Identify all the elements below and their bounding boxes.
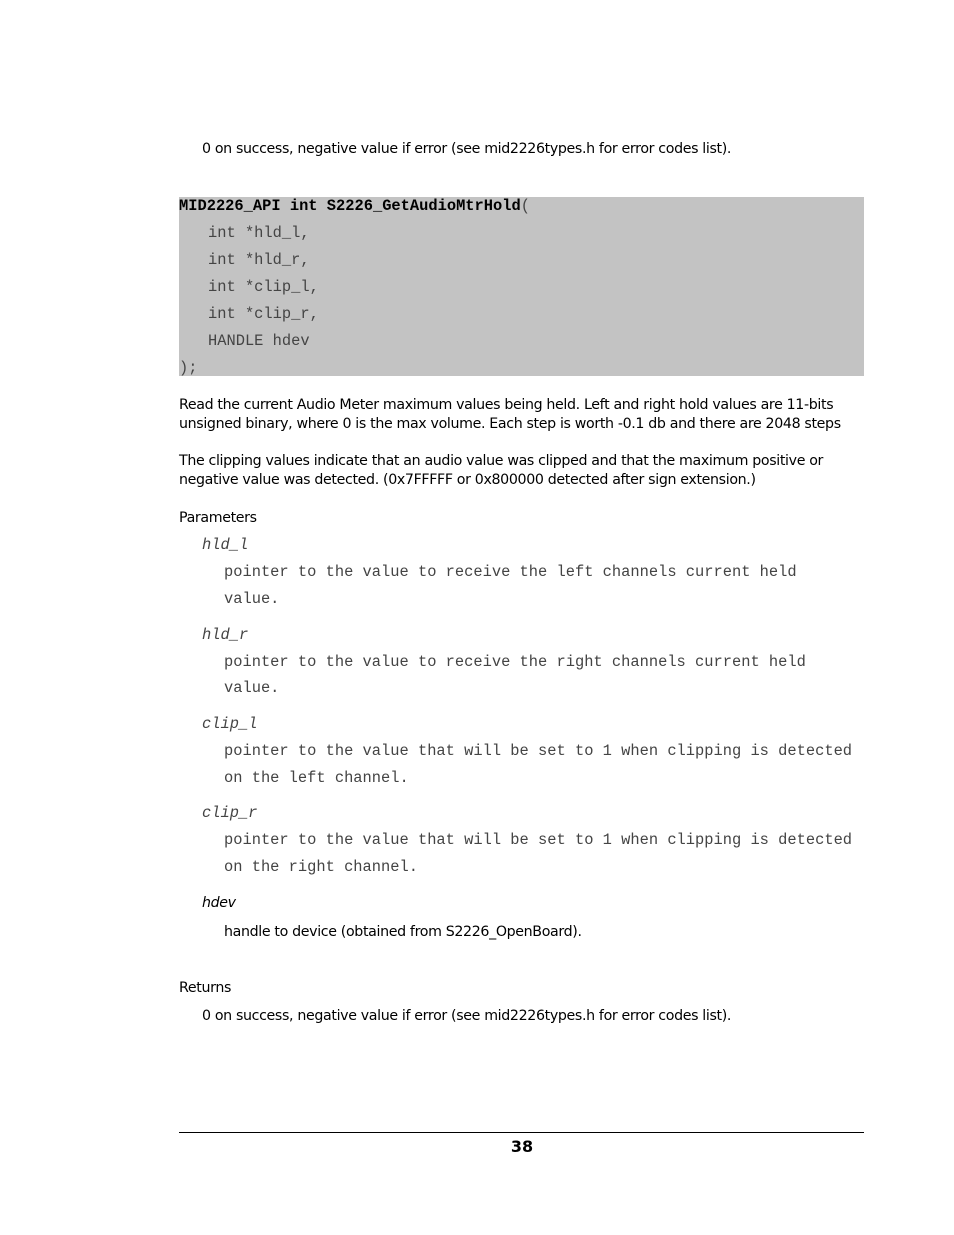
param-description: pointer to the value that will be set to 1 when clipping is detected	[224, 831, 853, 849]
param-name: hdev	[202, 895, 236, 911]
description-line: negative value was detected. (0x7FFFFF or 0x800000 detected after sign extension.)	[179, 472, 756, 488]
code-block	[179, 197, 864, 376]
open-paren: (	[520, 197, 530, 215]
param-name: hld_l	[202, 536, 249, 554]
parameters-heading: Parameters	[179, 510, 257, 526]
description-line: Read the current Audio Meter maximum values being held. Left and right hold values are 11-bits	[179, 397, 834, 413]
prev-returns-text: 0 on success, negative value if error (see mid2226types.h for error codes list).	[202, 141, 732, 157]
param-description: on the left channel.	[224, 769, 409, 787]
code-param-line: int *clip_r,	[208, 305, 319, 323]
param-name: hld_r	[202, 626, 249, 644]
param-description: pointer to the value to receive the right channels current held	[224, 653, 806, 671]
param-description: on the right channel.	[224, 858, 418, 876]
param-description: value.	[224, 590, 280, 608]
function-name: MID2226_API int S2226_GetAudioMtrHold	[179, 197, 521, 215]
param-description: value.	[224, 679, 280, 697]
footer-divider	[179, 1132, 864, 1133]
code-param-line: int *hld_l,	[208, 224, 310, 242]
function-signature	[179, 197, 530, 215]
param-description: handle to device (obtained from S2226_OpenBoard).	[224, 924, 582, 940]
code-param-line: int *hld_r,	[208, 251, 310, 269]
code-param-line: HANDLE hdev	[208, 332, 310, 350]
param-description: pointer to the value that will be set to 1 when clipping is detected	[224, 742, 853, 760]
description-line: unsigned binary, where 0 is the max volume. Each step is worth -0.1 db and there are 2048 steps	[179, 416, 841, 432]
returns-text: 0 on success, negative value if error (see mid2226types.h for error codes list).	[202, 1008, 732, 1024]
code-param-line: int *clip_l,	[208, 278, 319, 296]
description-line: The clipping values indicate that an audio value was clipped and that the maximum positive or	[179, 453, 824, 469]
param-name: clip_r	[202, 804, 258, 822]
param-description: pointer to the value to receive the left channels current held	[224, 563, 797, 581]
returns-heading: Returns	[179, 980, 232, 996]
param-name: clip_l	[202, 715, 258, 733]
code-close: );	[179, 359, 198, 377]
page-number: 38	[510, 1137, 534, 1156]
